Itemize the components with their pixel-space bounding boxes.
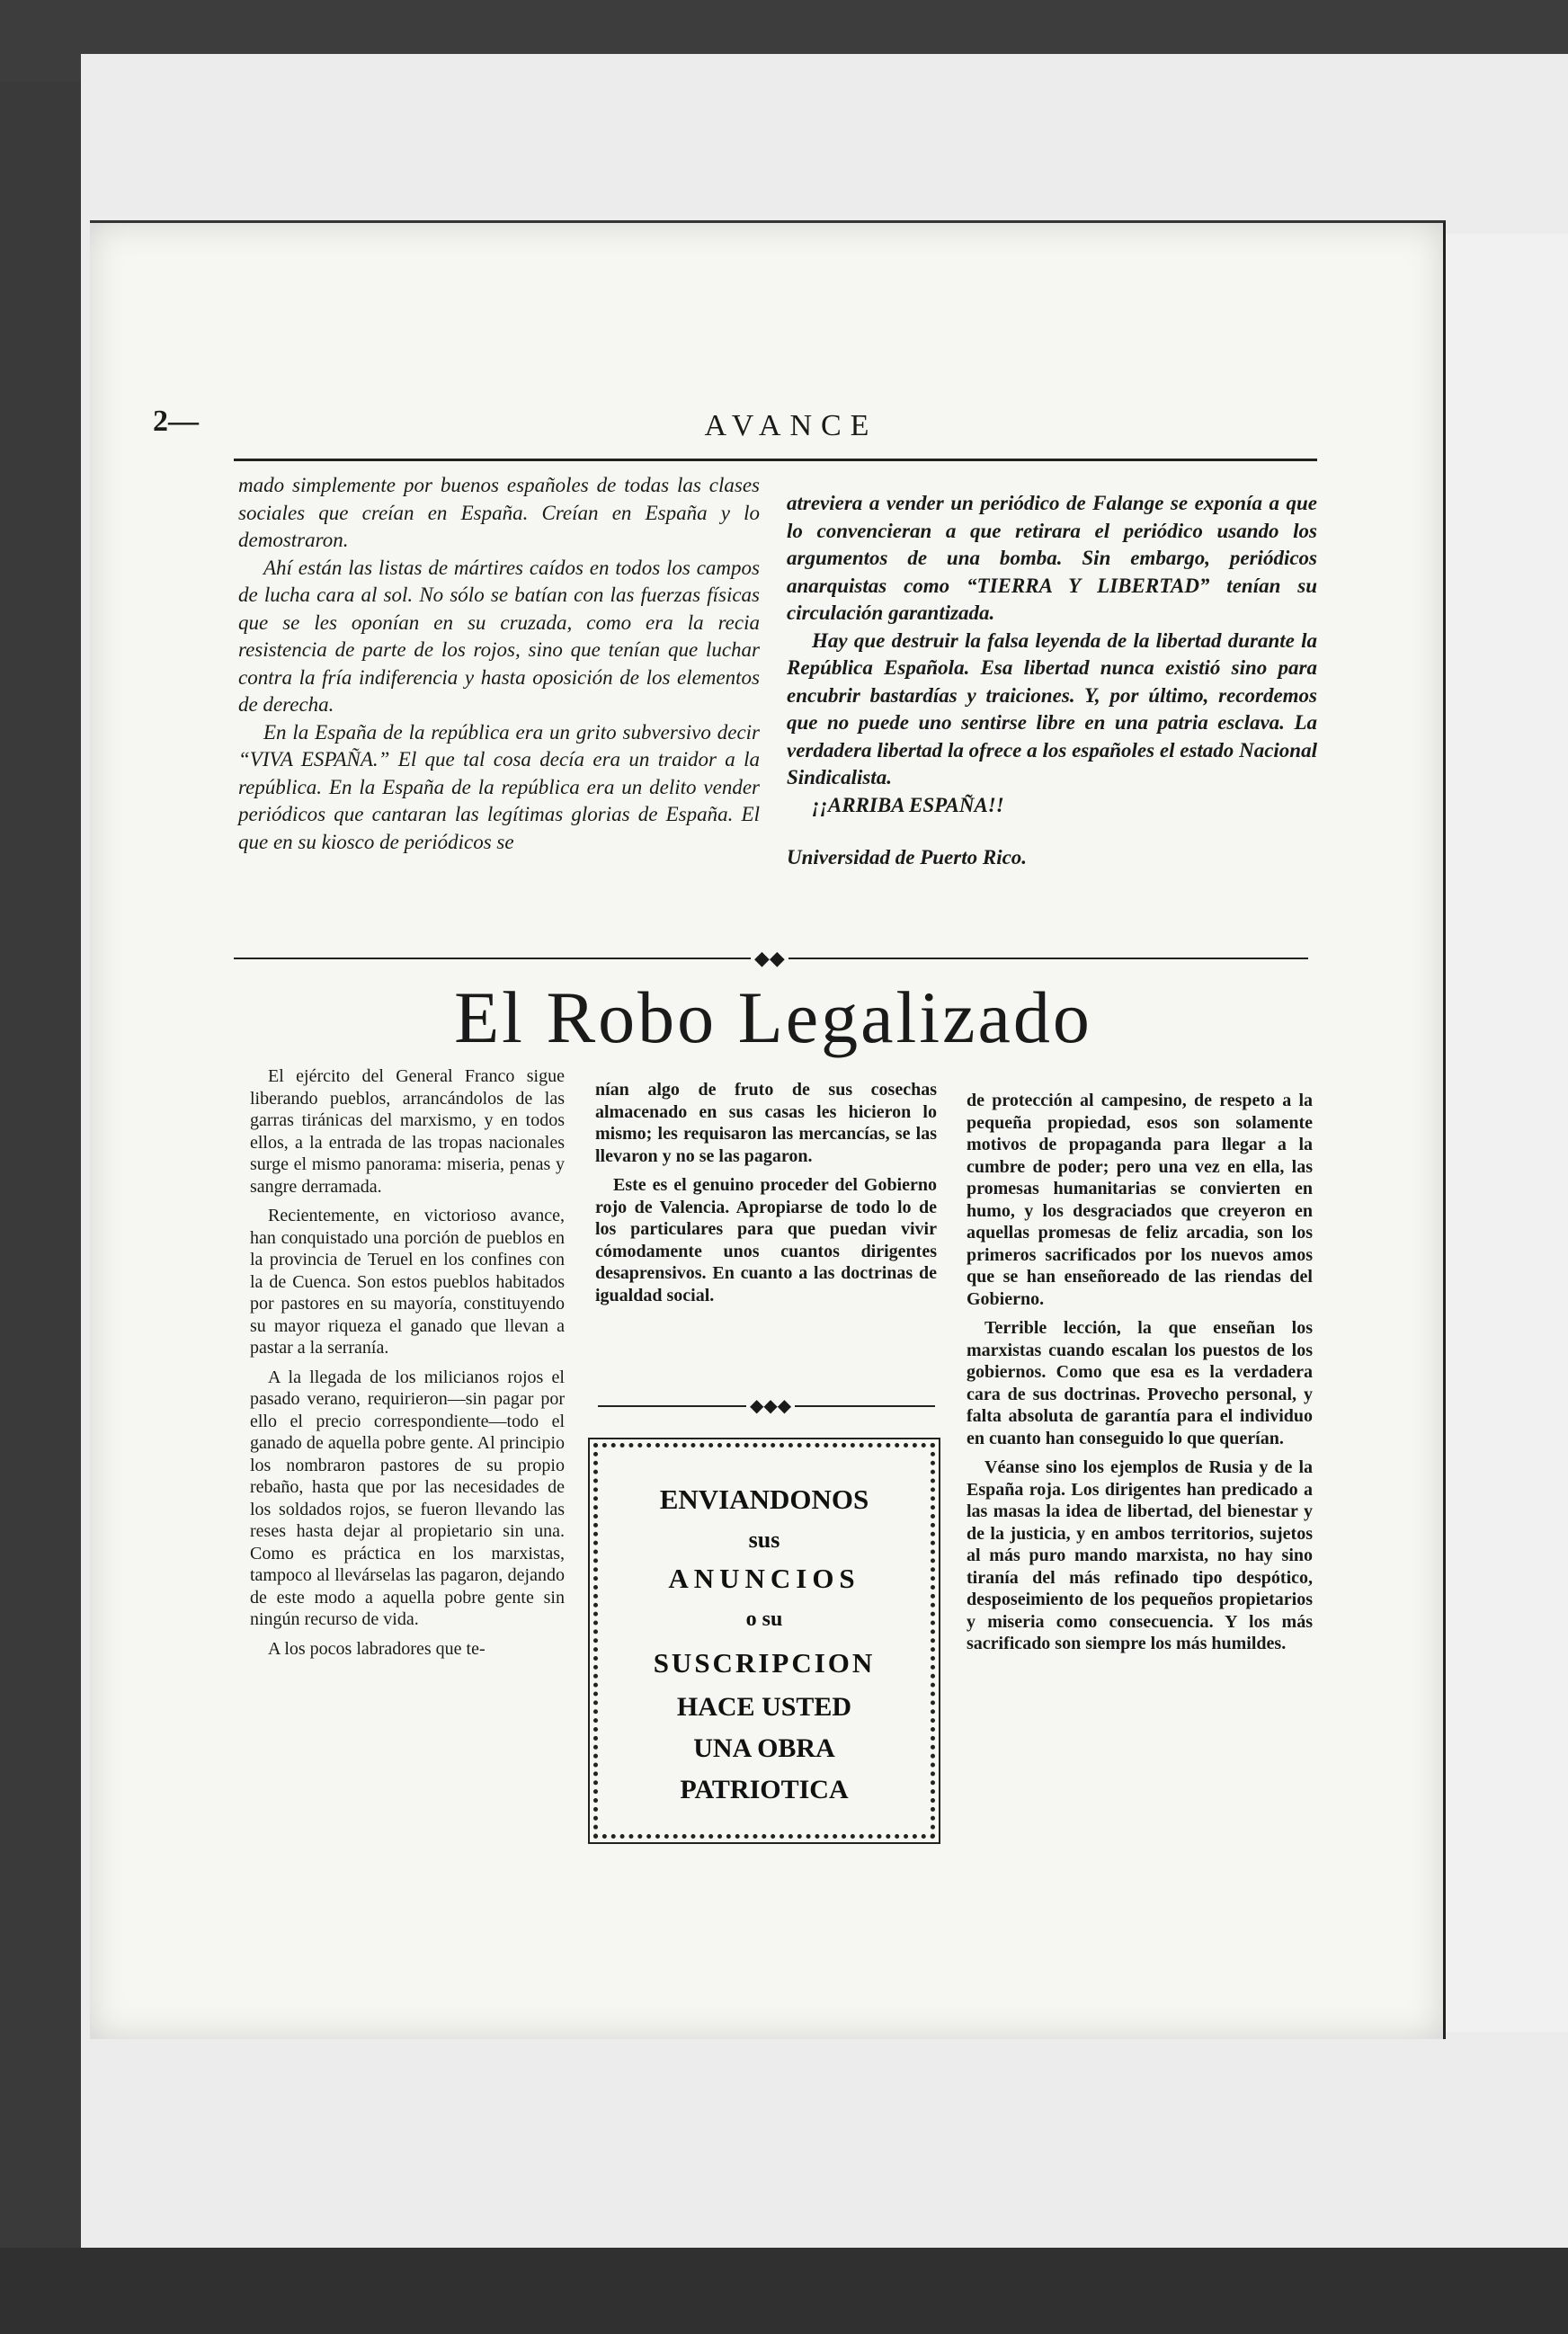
ad-line-5: SUSCRIPCION: [653, 1647, 876, 1679]
closing-slogan: ¡¡ARRIBA ESPAÑA!!: [812, 793, 1004, 816]
adjacent-page-strip: [1443, 234, 1568, 2032]
ad-line-1: ENVIANDONOS: [659, 1483, 869, 1515]
main-article-column-3: [967, 1090, 1313, 1662]
paragraph: A la llegada de los milicianos rojos el pasado verano, requirieron—sin pagar por ello el precio correspondiente—todo el ganado de aquella pobre gente. Al principio los nombraron pastores de su propio rebaño, hasta que por las necesidades de los soldados rojos, se fueron llevando las reses hasta dejar al propietario sin una. Como es práctica en los marxistas, tampoco al llevárselas las pagaron, dejando de este modo a aquella pobre gente sin ningún recurso de vida.: [250, 1367, 565, 1629]
paragraph: de protección al campesino, de respeto a la pequeña propiedad, esos son solamente motivos de propaganda para llegar a la cumbre de poder; pero una vez en ella, las promesas humanitarias se convierten en humo, y los desgraciados que creyeron en aquellas promesas de feliz arcadia, son los primeros sacrificados por los nuevos amos que se han enseñoreado de las riendas del Gobierno.: [967, 1091, 1313, 1309]
advertisement-box: [593, 1443, 935, 1839]
paragraph: Recientemente, en victorioso avance, han conquistado una porción de pueblos en la provincia de Teruel en los confines con la de Cuenca. Son estos pueblos habitados por pastores en su mayoría, constituyendo su mayor riqueza el ganado que llevan a pastar a la serranía.: [250, 1206, 565, 1358]
top-article-right-column: [787, 490, 1317, 872]
separator-ornament: ◆◆: [751, 947, 788, 970]
ad-line-6: HACE USTED: [676, 1692, 852, 1722]
masthead-rule: [234, 459, 1317, 461]
top-article-left-column: [238, 472, 760, 856]
scan-border-bottom: [0, 2248, 1568, 2334]
ad-line-7: UNA OBRA: [693, 1733, 835, 1763]
article-signature: Universidad de Puerto Rico.: [787, 846, 1028, 869]
main-article-column-1: [250, 1065, 565, 1667]
paragraph: El ejército del General Franco sigue liberando pueblos, arrancándolos de las garras tiránicas del marxismo, y en todos ellos, a la entrada de las tropas nacionales surge el mismo panorama: miseria, penas y sangre derramada.: [250, 1066, 565, 1197]
paragraph: Este es el genuino proceder del Gobierno rojo de Valencia. Apropiarse de todo lo de los particulares para que puedan vivir cómodamente unos cuantos dirigentes desaprensivos. En cuanto a las doctrinas de igualdad social.: [595, 1175, 937, 1305]
paragraph: Terrible lección, la que enseñan los marxistas cuando escalan los puestos de los gobiernos. Como que esa es la verdadera cara de sus doctrinas. Provecho personal, y falta absoluta de garantía para el individuo en cuanto han conseguido lo que querían.: [967, 1318, 1313, 1448]
paragraph: nían algo de fruto de sus cosechas almacenado en sus casas les hicieron lo mismo; les requisaron las mercancías, se las llevaron y no se las pagaron.: [595, 1080, 937, 1166]
main-article-column-2: [595, 1079, 937, 1314]
paragraph: Ahí están las listas de mártires caídos en todos los campos de lucha cara al sol. No sólo se batían con las fuerzas físicas que se les oponían en su cruzada, como era la recia resistencia de parte de los rojos, sino que tenían que luchar contra la fría indiferencia y hasta oposición de los elementos de derecha.: [238, 556, 760, 716]
paragraph: atreviera a vender un periódico de Falange se exponía a que lo convencieran a que retirara el periódico usando los argumentos de una bomba. Sin embargo, periódicos anarquistas como “TIERRA Y LIBERTAD” tenían su circulación garantizada.: [787, 492, 1317, 624]
paragraph: En la España de la república era un grito subversivo decir “VIVA ESPAÑA.” El que tal cosa decía era un traidor a la república. En la España de la república era un delito vender periódicos que cantaran las legítimas glorias de España. El que en su kiosco de periódicos se: [238, 720, 760, 853]
article-headline: El Robo Legalizado: [454, 976, 1092, 1058]
ad-line-3: ANUNCIOS: [668, 1563, 860, 1594]
paragraph: mado simplemente por buenos españoles de todas las clases sociales que creían en España. Creían en España y lo demostraron.: [238, 474, 760, 551]
column-separator-ornament: ◆◆◆: [746, 1394, 795, 1417]
ad-line-8: PATRIOTICA: [680, 1775, 849, 1804]
paragraph: Hay que destruir la falsa leyenda de la libertad durante la República Española. Esa libertad nunca existió sino para encubrir bastardías y traiciones. Y, por último, recordemos que no puede uno sentirse libre en una patria esclava. La verdadera libertad la ofrece a los españoles el estado Nacional Sindicalista.: [787, 628, 1317, 788]
paragraph: Véanse sino los ejemplos de Rusia y de la España roja. Los dirigentes han predicado a las masas la idea de libertad, del bienestar y de la justicia, y en ambos territorios, sujetos al más puro mando marxista, no hay sino tiranía del más refinado tipo despótico, desposeimiento de los pequeños propietarios y miseria como consecuencia. Y los más sacrificado son siempre los más humildes.: [967, 1457, 1313, 1653]
masthead-title: AVANCE: [704, 409, 878, 442]
page-number: 2—: [153, 405, 199, 438]
ad-line-4: o su: [745, 1608, 783, 1631]
ad-line-2: sus: [748, 1527, 780, 1553]
paragraph: A los pocos labradores que te-: [268, 1638, 486, 1659]
